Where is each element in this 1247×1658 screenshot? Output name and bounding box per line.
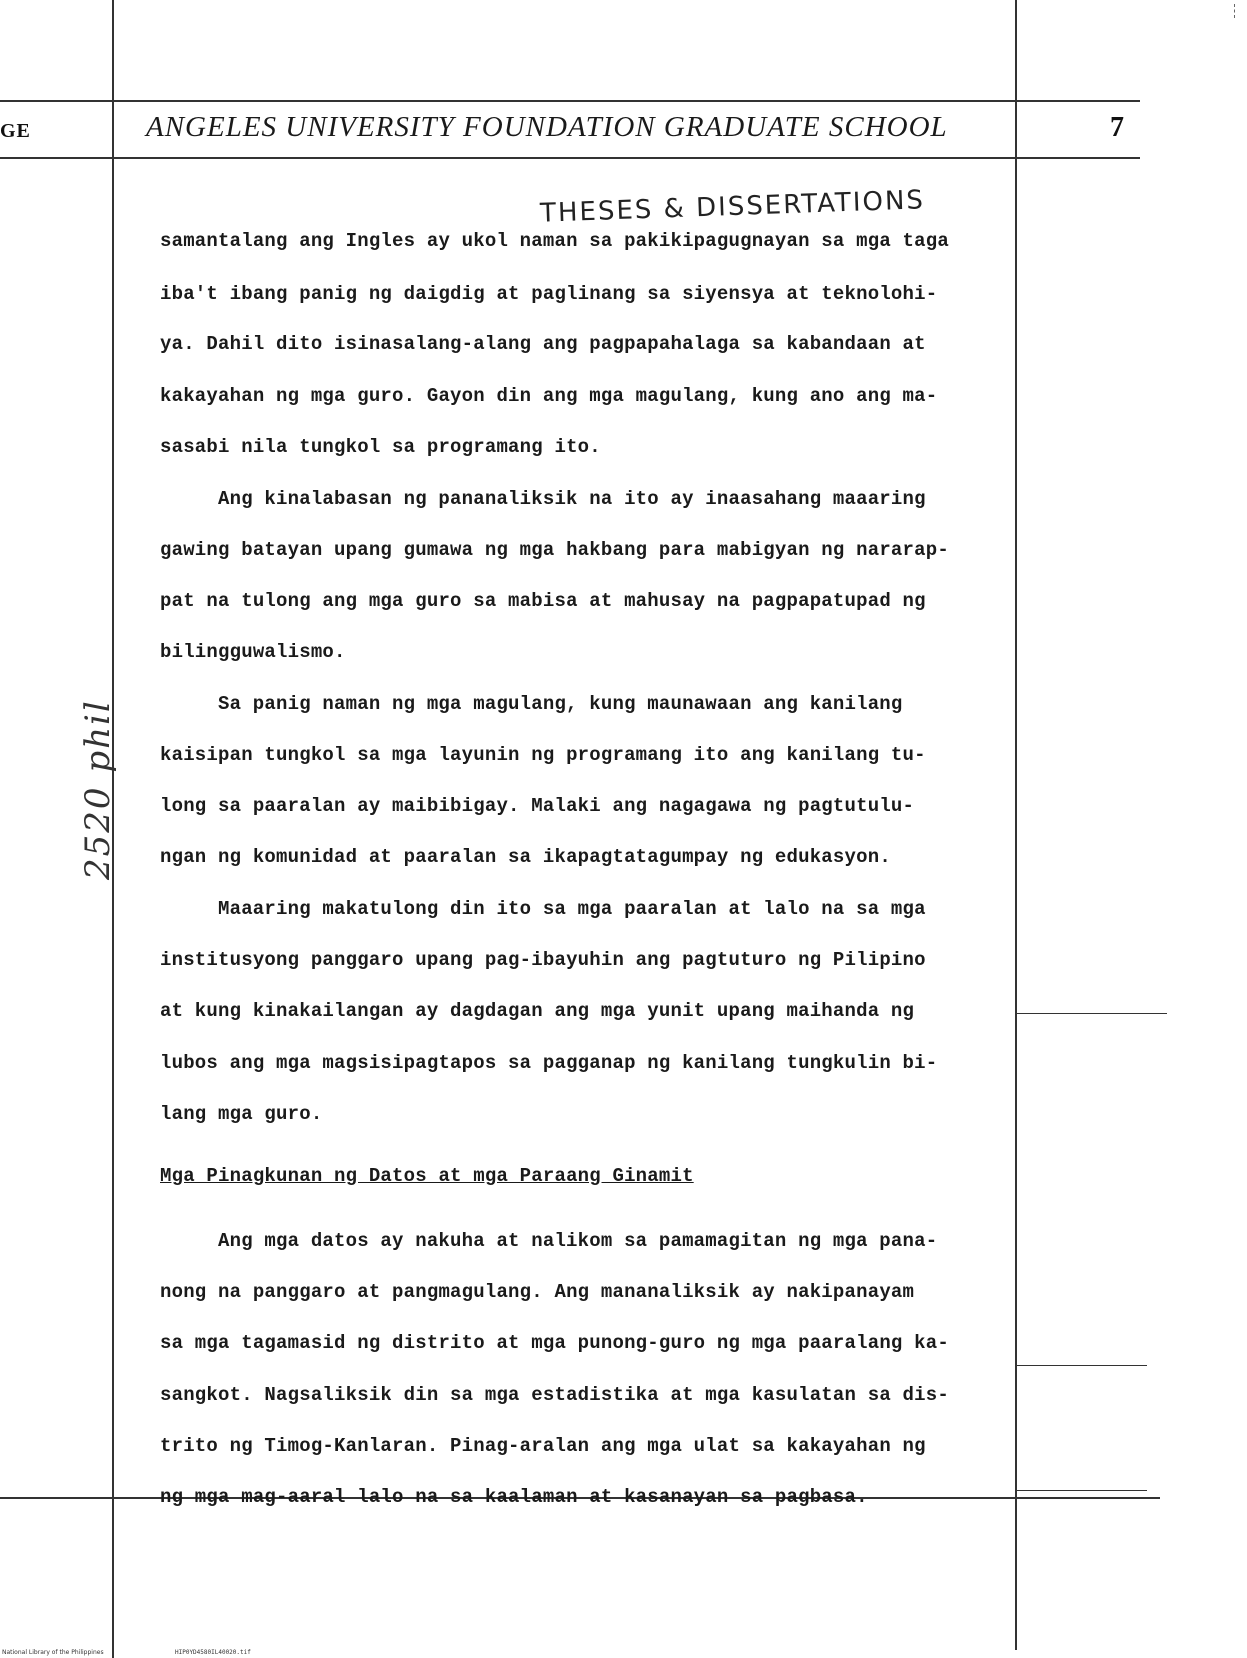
right-margin-rule-1 bbox=[1017, 1013, 1167, 1014]
corner-mark bbox=[1234, 4, 1239, 18]
section-line: Ang mga datos ay nakuha at nalikom sa pamamagitan ng mga pana- bbox=[218, 1230, 938, 1252]
section-line: trito ng Timog-Kanlaran. Pinag-aralan ang mga ulat sa kakayahan ng bbox=[160, 1435, 926, 1457]
section-line: sa mga tagamasid ng distrito at mga punong-guro ng mga paaralang ka- bbox=[160, 1332, 949, 1354]
body-line: Sa panig naman ng mga magulang, kung maunawaan ang kanilang bbox=[218, 693, 903, 715]
body-line: samantalang ang Ingles ay ukol naman sa pakikipagugnayan sa mga taga bbox=[160, 230, 949, 252]
body-line: long sa paaralan ay maibibigay. Malaki ang nagagawa ng pagtutulu- bbox=[160, 795, 915, 817]
body-line: kaisipan tungkol sa mga layunin ng programang ito ang kanilang tu- bbox=[160, 744, 926, 766]
right-margin-rule-2 bbox=[1017, 1365, 1147, 1366]
body-line: gawing batayan upang gumawa ng mga hakbang para mabigyan ng nararap- bbox=[160, 539, 949, 561]
body-line: bilingguwalismo. bbox=[160, 641, 346, 663]
body-line: lang mga guro. bbox=[160, 1103, 323, 1125]
body-line: sasabi nila tungkol sa programang ito. bbox=[160, 436, 601, 458]
section-line: nong na panggaro at pangmagulang. Ang mananaliksik ay nakipanayam bbox=[160, 1281, 915, 1303]
body-line: Maaaring makatulong din ito sa mga paaralan at lalo na sa mga bbox=[218, 898, 926, 920]
body-line: pat na tulong ang mga guro sa mabisa at mahusay na pagpapatupad ng bbox=[160, 590, 926, 612]
header-rule-top bbox=[0, 100, 1140, 102]
body-line: ngan ng komunidad at paaralan sa ikapagtatagumpay ng edukasyon. bbox=[160, 846, 891, 868]
page-number: 7 bbox=[1110, 112, 1124, 143]
margin-handwritten-note: 2520 phil bbox=[78, 699, 118, 880]
body-line: at kung kinakailangan ay dagdagan ang mga yunit upang maihanda ng bbox=[160, 1000, 915, 1022]
body-line: lubos ang mga magsisipagtapos sa pagganap ng kanilang tungkulin bi- bbox=[160, 1052, 938, 1074]
theses-stamp: THESES & DISSERTATIONS bbox=[539, 185, 926, 229]
right-margin-rule-3 bbox=[1017, 1490, 1147, 1491]
body-line: kakayahan ng mga guro. Gayon din ang mga magulang, kung ano ang ma- bbox=[160, 385, 938, 407]
body-line: Ang kinalabasan ng pananaliksik na ito ay inaasahang maaaring bbox=[218, 488, 926, 510]
section-line: ng mga mag-aaral lalo na sa kaalaman at kasanayan sa pagbasa. bbox=[160, 1486, 868, 1508]
body-line: institusyong panggaro upang pag-ibayuhin ang pagtuturo ng Pilipino bbox=[160, 949, 926, 971]
section-line: sangkot. Nagsaliksik din sa mga estadistika at mga kasulatan sa dis- bbox=[160, 1384, 949, 1406]
header-left-fragment: GE bbox=[0, 120, 31, 142]
body-line: ya. Dahil dito isinasalang-alang ang pagpapahalaga sa kabandaan at bbox=[160, 333, 926, 355]
section-heading: Mga Pinagkunan ng Datos at mga Paraang Ginamit bbox=[160, 1165, 694, 1187]
vertical-rule-right bbox=[1015, 0, 1017, 1650]
header-rule-bottom bbox=[0, 157, 1140, 159]
body-line: iba't ibang panig ng daigdig at paglinang sa siyensya at teknolohi- bbox=[160, 283, 938, 305]
library-credit: National Library of the Philippines bbox=[2, 1649, 104, 1656]
file-code: HIP0YD4580IL40020.tif bbox=[175, 1649, 251, 1656]
header-title: ANGELES UNIVERSITY FOUNDATION GRADUATE SCHOOL bbox=[146, 111, 948, 143]
